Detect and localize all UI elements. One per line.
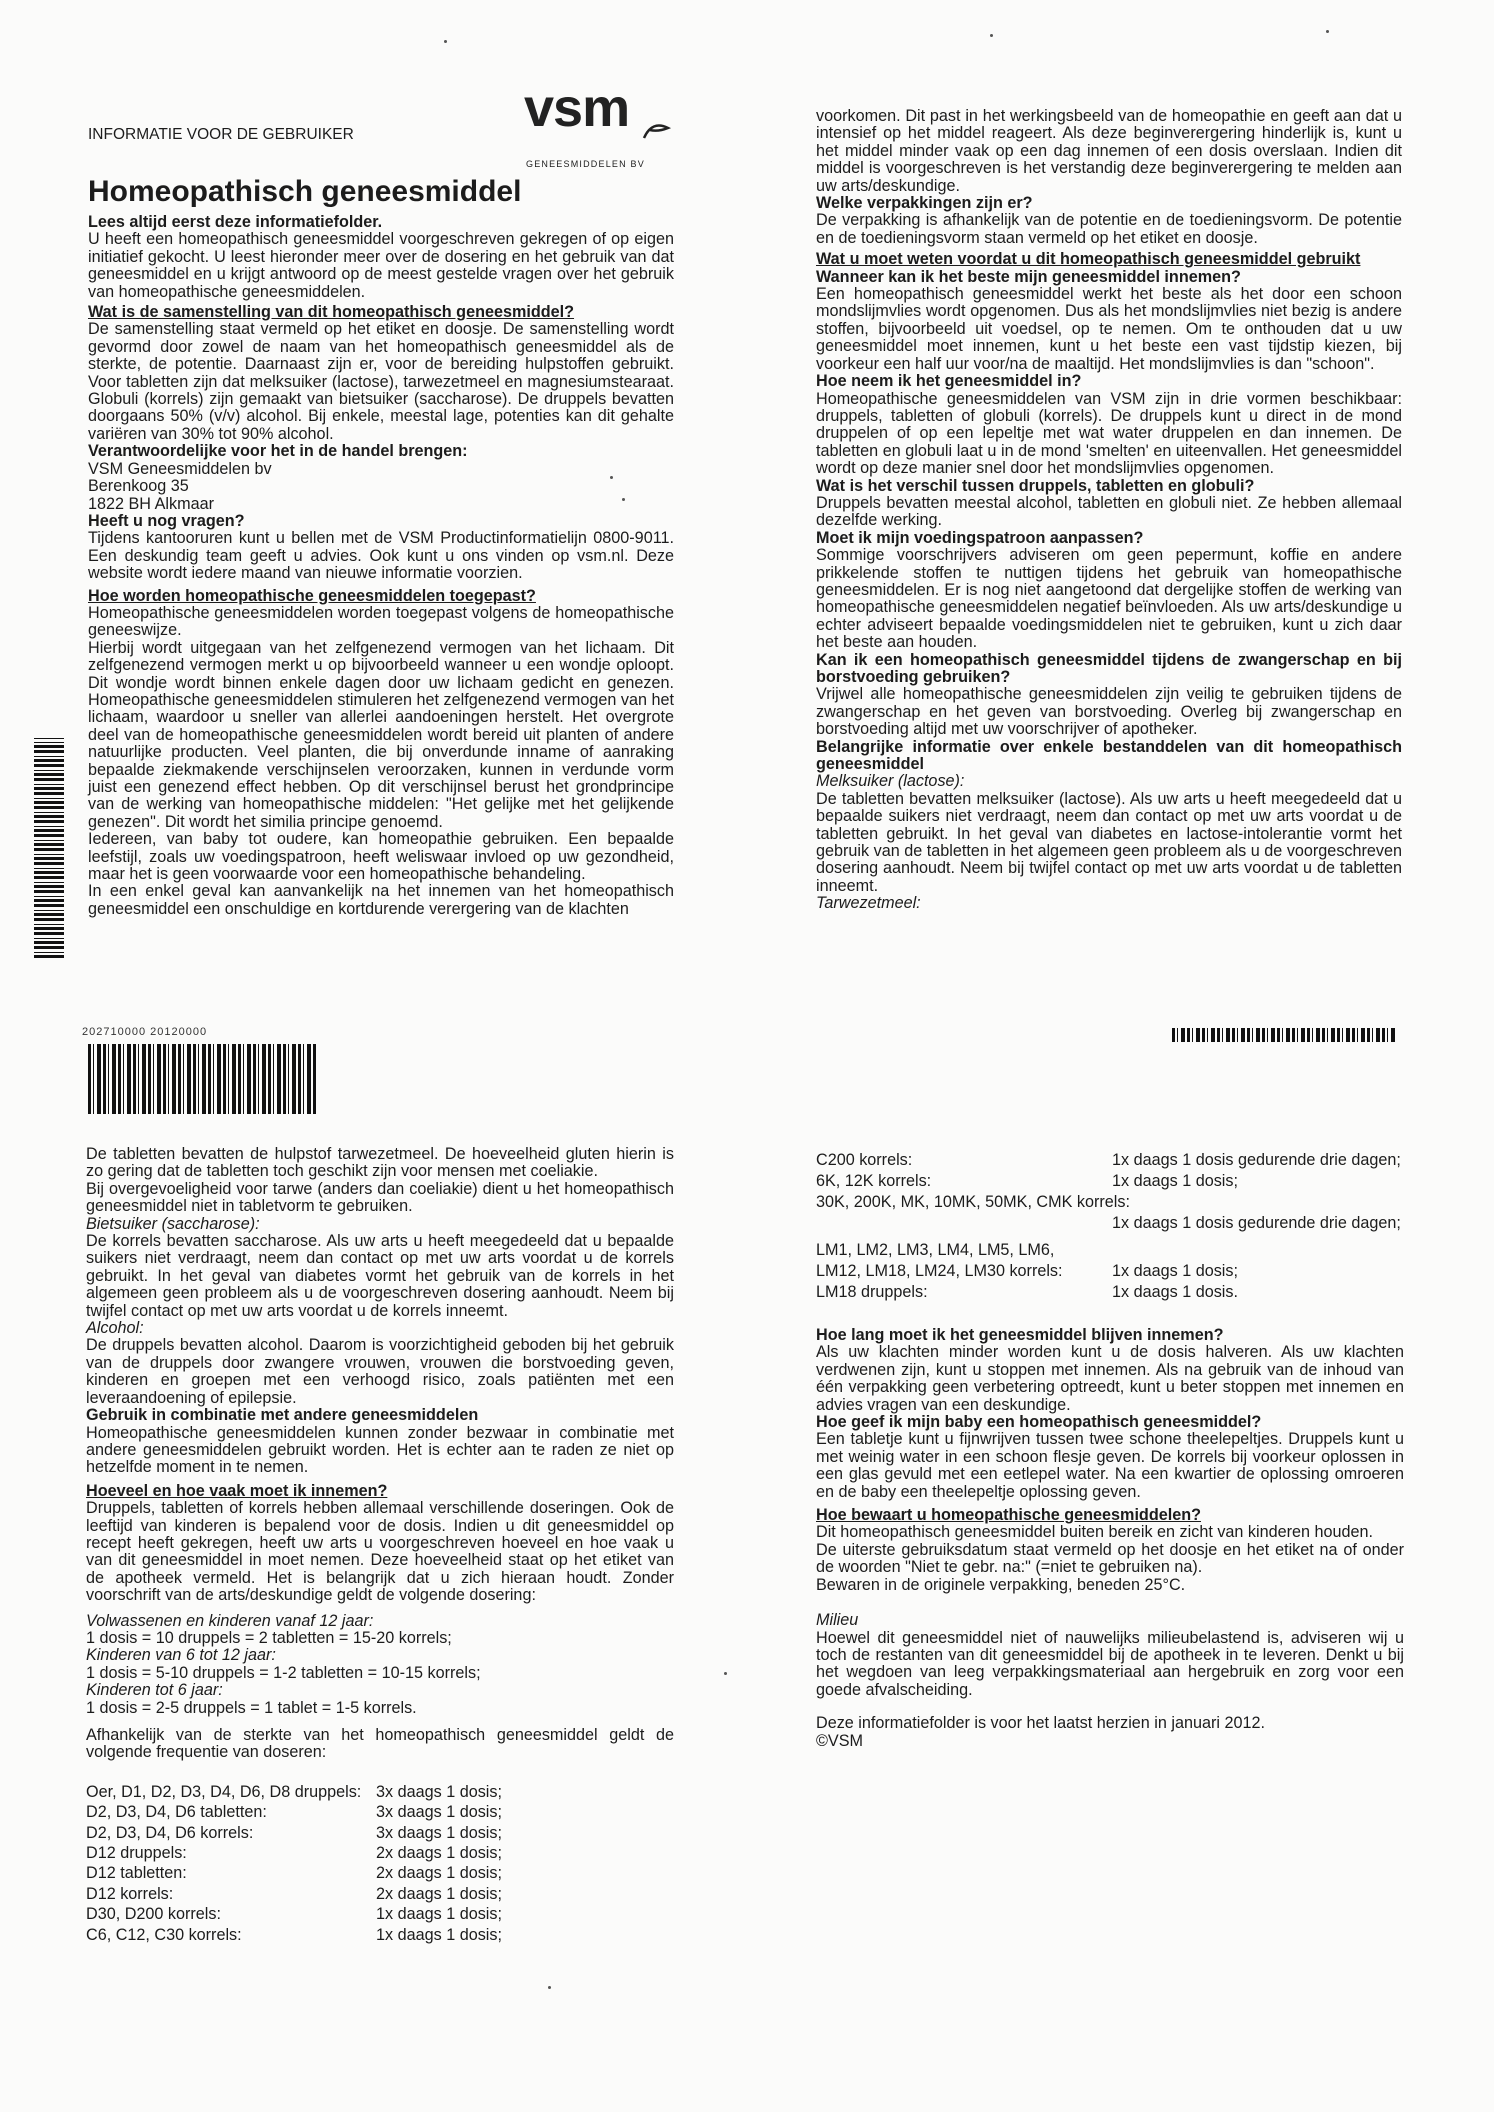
difference-text: Druppels bevatten meestal alcohol, tabletten en globuli niet. Ze hebben allemaal dezelfde werking. <box>816 493 1402 530</box>
vsm-logo <box>524 78 645 169</box>
table-row <box>816 1261 1404 1282</box>
baby-heading: Hoe geef ik mijn baby een homeopathisch geneesmiddel? <box>816 1413 1262 1432</box>
wheat-text: De tabletten bevatten de hulpstof tarwezetmeel. De hoeveelheid gluten hierin is zo gering dat de tabletten toch geschikt zijn voor mensen met coeliakie. <box>86 1145 674 1181</box>
difference-heading: Wat is het verschil tussen druppels, tabletten en globuli? <box>816 476 1255 495</box>
frequency-intro: Afhankelijk van de sterkte van het homeopathisch geneesmiddel geldt de volgende frequentie van doseren: <box>86 1726 674 1762</box>
wheat-text: Bij overgevoeligheid voor tarwe (anders dan coeliakie) dient u het homeopathisch geneesmiddel niet in tabletvorm te gebruiken. <box>86 1179 674 1216</box>
form-cell: D12 druppels: <box>86 1844 187 1863</box>
table-row <box>86 1782 502 1802</box>
copyright-text: ©VSM <box>816 1731 864 1750</box>
pregnancy-text: Vrijwel alle homeopathische geneesmiddelen zijn veilig te gebruiken tijdens de zwangerschap en het geven van borstvoeding. Overleg bij zwangerschap en borstvoeding altijd met uw voorschrijver of apotheker. <box>816 685 1402 739</box>
adults-label: Volwassenen en kinderen vanaf 12 jaar: <box>86 1611 374 1630</box>
kids-dose: 1 dosis = 5-10 druppels = 1-2 tabletten = 10-15 korrels; <box>86 1663 481 1682</box>
frequency-table-continued <box>816 1150 1404 1303</box>
dosage-heading: Hoeveel en hoe vaak moet ik innemen? <box>86 1481 388 1500</box>
table-row <box>816 1192 1404 1213</box>
form-cell: LM18 druppels: <box>816 1283 928 1301</box>
read-first-heading: Lees altijd eerst deze informatiefolder. <box>88 213 383 231</box>
page-title: Homeopathisch geneesmiddel <box>88 175 522 208</box>
lactose-text: De tabletten bevatten melksuiker (lactose). Als uw arts u heeft meegedeeld dat u bepaalde suikers niet verdraagt, neem dan contact op met uw arts voordat u de tabletten gebruikt. In het geval van diabetes en lactose-intolerantie vormt het gebruik van de tabletten in het algemeen geen probleem als u de voorgeschreven dosering aanhoudt. Neem bij twijfel contact op met uw arts voordat u de tabletten inneemt. <box>816 789 1402 895</box>
storage-line: Bewaren in de originele verpakking, beneden 25°C. <box>816 1575 1186 1594</box>
scan-speck <box>724 1672 727 1675</box>
table-row <box>816 1213 1404 1234</box>
table-row <box>816 1282 1404 1303</box>
beet-sugar-text: De korrels bevatten saccharose. Als uw arts u heeft meegedeeld dat u bepaalde suikers niet verdraagt, neem dan contact op met uw arts voordat u de korrels gebruikt. In het geval van diabetes vormt het gebruik van de korrels in het algemeen geen probleem als u de voorgeschreven dosering aanhoudt. Neem bij twijfel contact op met uw arts voordat u de korrels inneemt. <box>86 1232 674 1320</box>
packaging-text: De verpakking is afhankelijk van de potentie en de toedieningsvorm. De potentie en de toedieningsvorm staan vermeld op het etiket en doosje. <box>816 211 1402 247</box>
freq-cell: 1x daags 1 dosis gedurende drie dagen; <box>1112 1151 1401 1169</box>
scan-speck <box>610 476 613 479</box>
small-barcode <box>1172 1028 1397 1042</box>
table-row <box>86 1823 502 1843</box>
how-heading: Hoe neem ik het geneesmiddel in? <box>816 372 1082 391</box>
freq-cell: 3x daags 1 dosis; <box>376 1803 502 1822</box>
table-row <box>816 1234 1404 1261</box>
form-cell: LM12, LM18, LM24, LM30 korrels: <box>816 1262 1063 1280</box>
storage-line: De uiterste gebruiksdatum staat vermeld op het doosje en het etiket na of onder de woorden "Niet te gebr. na:" (=niet te gebruiken na). <box>816 1540 1404 1577</box>
barcode-number: 202710000 20120000 <box>82 1026 208 1038</box>
form-cell: 6K, 12K korrels: <box>816 1172 932 1190</box>
header-row <box>88 78 674 172</box>
duration-heading: Hoe lang moet ik het geneesmiddel blijven innemen? <box>816 1326 1224 1344</box>
quadrant-top-right <box>816 108 1402 913</box>
continued-text: voorkomen. Dit past in het werkingsbeeld van de homeopathie en geeft aan dat u intensief op het middel reageert. Als deze beginverergering hinderlijk is, kunt u het middel minder vaak op een dag innemen of een dosis overslaan. Indien dit middel is voorgeschreven is het verstandig deze beginverergering te melden aan uw arts/deskundige. <box>816 107 1402 195</box>
responsible-heading: Verantwoordelijke voor het in de handel brengen: <box>88 442 468 461</box>
table-row <box>86 1863 502 1883</box>
info-label: INFORMATIE VOOR DE GEBRUIKER <box>88 126 354 143</box>
revised-text: Deze informatiefolder is voor het laatst herzien in januari 2012. <box>816 1714 1265 1733</box>
composition-heading: Wat is de samenstelling van dit homeopathisch geneesmiddel? <box>88 303 575 322</box>
before-use-heading: Wat u moet weten voordat u dit homeopathisch geneesmiddel gebruikt <box>816 250 1361 269</box>
main-barcode <box>88 1044 316 1114</box>
table-row <box>86 1802 502 1822</box>
combination-text: Homeopathische geneesmiddelen kunnen zonder bezwaar in combinatie met andere geneesmiddelen gebruikt worden. Het is echter aan te raden ze niet op hetzelfde moment in te nemen. <box>86 1423 674 1477</box>
table-row <box>816 1171 1404 1192</box>
packaging-heading: Welke verpakkingen zijn er? <box>816 194 1033 213</box>
quadrant-bottom-right <box>816 1150 1404 1750</box>
small-kids-label: Kinderen tot 6 jaar: <box>86 1681 223 1700</box>
address-line: VSM Geneesmiddelen bv <box>88 459 272 478</box>
freq-cell: 2x daags 1 dosis; <box>376 1844 502 1863</box>
ingredients-heading: Belangrijke informatie over enkele bestanddelen van dit homeopathisch geneesmiddel <box>816 737 1402 774</box>
kids-label: Kinderen van 6 tot 12 jaar: <box>86 1646 276 1665</box>
composition-text: De samenstelling staat vermeld op het etiket en doosje. De samenstelling wordt gevormd door zowel de naam van het homeopathisch geneesmiddel als de sterkte, de potentie. Daarnaast zijn er, voor de bereiding hulpstoffen gebruikt. Voor tabletten zijn dat melksuiker (lactose), tarwezetmeel en magnesiumstearaat. Globuli (korrels) zijn gemaakt van bietsuiker (saccharose). De druppels bevatten doorgaans 50% (v/v) alcohol. Bij enkele, meestal lage, potenties kan dit gehalte variëren van 30% tot 90% alcohol. <box>88 320 674 443</box>
freq-cell: 1x daags 1 dosis; <box>1112 1262 1238 1280</box>
scan-speck <box>548 1986 551 1989</box>
form-cell: C200 korrels: <box>816 1151 913 1169</box>
freq-cell: 1x daags 1 dosis gedurende drie dagen; <box>1112 1214 1401 1232</box>
form-cell: Oer, D1, D2, D3, D4, D6, D8 druppels: <box>86 1782 362 1801</box>
table-row <box>86 1925 502 1945</box>
logo-swoosh-icon <box>642 122 672 142</box>
applied-text: In een enkel geval kan aanvankelijk na het innemen van het homeopathisch geneesmiddel een onschuldige en kortdurende verergering van de klachten <box>88 882 674 918</box>
milieu-label: Milieu <box>816 1611 859 1630</box>
scan-speck <box>1326 30 1329 33</box>
table-row <box>816 1150 1404 1171</box>
duration-text: Als uw klachten minder worden kunt u de dosis halveren. Als uw klachten verdwenen zijn, kunt u stoppen met innemen. Als na gebruik van de inhoud van één verpakking geen verbetering optreedt, kunt u beter stoppen met innemen en advies vragen van een deskundige. <box>816 1343 1404 1414</box>
freq-cell: 1x daags 1 dosis; <box>1112 1172 1238 1190</box>
scan-speck <box>622 498 625 501</box>
form-cell: D2, D3, D4, D6 korrels: <box>86 1823 254 1842</box>
table-row <box>86 1904 502 1924</box>
applied-text: Iedereen, van baby tot oudere, kan homeopathie gebruiken. Een bepaalde leefstijl, zoals uw voedingspatroon, heeft weliswaar invloed op uw gezondheid, maar het is geen voorwaarde voor een homeopathische behandeling. <box>88 830 674 884</box>
form-cell: C6, C12, C30 korrels: <box>86 1925 242 1944</box>
form-cell: D12 korrels: <box>86 1884 174 1903</box>
quadrant-top-left <box>88 78 674 918</box>
freq-cell: 1x daags 1 dosis; <box>376 1925 502 1944</box>
alcohol-text: De druppels bevatten alcohol. Daarom is voorzichtigheid geboden bij het gebruik van de druppels door zwangere vrouwen, vrouwen die borstvoeding geven, kinderen en groepen met een verhoogd risico, zoals patiënten met een leveraandoening of epilepsie. <box>86 1336 674 1407</box>
questions-heading: Heeft u nog vragen? <box>88 511 245 530</box>
freq-cell: 1x daags 1 dosis; <box>376 1905 502 1924</box>
storage-heading: Hoe bewaart u homeopathische geneesmiddelen? <box>816 1506 1201 1525</box>
adults-dose: 1 dosis = 10 druppels = 2 tabletten = 15-20 korrels; <box>86 1628 452 1647</box>
diet-text: Sommige voorschrijvers adviseren om geen pepermunt, koffie en andere prikkelende stoffen te nuttigen tijdens het gebruik van homeopathische geneesmiddelen. Er is nog niet aangetoond dat dergelijke stoffen de werking van homeopathische geneesmiddelen negatief beïnvloeden. Als uw arts/deskundige u echter adviseert bepaalde voedingsmiddelen niet te gebruiken, kunt u zich daar het beste aan houden. <box>816 546 1402 652</box>
combination-heading: Gebruik in combinatie met andere geneesmiddelen <box>86 1406 479 1425</box>
wheat-label: Tarwezetmeel: <box>816 894 921 913</box>
beet-sugar-label: Bietsuiker (saccharose): <box>86 1214 260 1233</box>
pregnancy-heading: Kan ik een homeopathisch geneesmiddel tijdens de zwangerschap en bij borstvoeding gebruiken? <box>816 650 1402 686</box>
table-row <box>86 1843 502 1863</box>
applied-text: Hierbij wordt uitgegaan van het zelfgenezend vermogen van het lichaam. Dit zelfgenezend vermogen merkt u op bijvoorbeeld wanneer u een wondje oploopt. Dit wondje wordt binnen enkele dagen door uw lichaam gedicht en genezen. Homeopathische geneesmiddelen stimuleren het zelfgenezend vermogen van het lichaam, waardoor u sneller van allerlei aandoeningen herstelt. Het overgrote deel van de homeopathische geneesmiddelen wordt bereid uit planten of andere natuurlijke producten. Veel planten, die bij onverdunde inname of aanraking bepaalde ziekmakende verschijnselen veroorzaken, kunnen in verdunde vorm juist een genezend effect hebben. Op dit verschijnsel berust het grondprincipe van de werking van homeopathische middelen: "Het gelijke met het gelijkende genezen". Dit wordt het similia principe genoemd. <box>88 638 674 831</box>
dosage-text: Druppels, tabletten of korrels hebben allemaal verschillende doseringen. Ook de leeftijd van kinderen is bepalend voor de dosis. Indien u dit geneesmiddel op recept heeft gekregen, heeft uw arts u voorgeschreven hoeveel en hoe vaak u van dit geneesmiddel in moet nemen. Deze hoeveelheid staat op het etiket van de apotheek vermeld. Het is belangrijk dat u zich hieraan houdt. Zonder voorschrift van de arts/deskundige geldt de volgende dosering: <box>86 1499 674 1605</box>
when-text: Een homeopathisch geneesmiddel werkt het beste als het door een schoon mondslijmvlies wordt opgenomen. Dus als het mondslijmvlies niet bezig is andere stoffen, bijvoorbeeld uit voedsel, op te nemen. Om te onthouden dat u uw geneesmiddel moet innemen, kunt u het beste een vast tijdstip kiezen, bij voorkeur een half uur voor/na de maaltijd. Het mondslijmvlies is dan "schoon". <box>816 285 1402 373</box>
freq-cell: 3x daags 1 dosis; <box>376 1823 502 1842</box>
scan-speck <box>444 40 447 43</box>
frequency-table <box>86 1782 502 1945</box>
applied-text: Homeopathische geneesmiddelen worden toegepast volgens de homeopathische geneeswijze. <box>88 603 674 640</box>
intro-text: U heeft een homeopathisch geneesmiddel voorgeschreven gekregen of op eigen initiatief gekocht. U leest hieronder meer over de dosering en het gebruik van dat geneesmiddel en u krijgt antwoord op de meest gestelde vragen over het gebruik van homeopathische geneesmiddelen. <box>88 230 674 301</box>
lactose-label: Melksuiker (lactose): <box>816 772 965 791</box>
table-row <box>86 1884 502 1904</box>
form-cell: D30, D200 korrels: <box>86 1905 221 1924</box>
quadrant-bottom-left <box>86 1146 674 1945</box>
storage-line: Dit homeopathisch geneesmiddel buiten bereik en zicht van kinderen houden. <box>816 1523 1374 1542</box>
side-barcode <box>34 738 64 958</box>
diet-heading: Moet ik mijn voedingspatroon aanpassen? <box>816 528 1144 547</box>
freq-cell: 1x daags 1 dosis. <box>1112 1283 1238 1301</box>
form-cell: 30K, 200K, MK, 10MK, 50MK, CMK korrels: <box>816 1193 1130 1211</box>
scan-speck <box>990 34 993 37</box>
freq-cell: 2x daags 1 dosis; <box>376 1864 502 1883</box>
milieu-text: Hoewel dit geneesmiddel niet of nauwelijks milieubelastend is, adviseren wij u toch de restanten van dit geneesmiddel bij de apotheek in te leveren. Denkt u bij het wegdoen van leeg verpakkingsmateriaal aan hergebruik en zorg voor een goede afvalscheiding. <box>816 1628 1404 1699</box>
logo-subtitle: GENEESMIDDELEN BV <box>526 159 645 169</box>
form-cell: LM1, LM2, LM3, LM4, LM5, LM6, <box>816 1241 1055 1259</box>
freq-cell: 2x daags 1 dosis; <box>376 1884 502 1903</box>
address-line: Berenkoog 35 <box>88 477 189 496</box>
alcohol-label: Alcohol: <box>86 1319 144 1338</box>
small-kids-dose: 1 dosis = 2-5 druppels = 1 tablet = 1-5 korrels. <box>86 1698 417 1717</box>
form-cell: D2, D3, D4, D6 tabletten: <box>86 1803 267 1822</box>
form-cell: D12 tabletten: <box>86 1864 187 1883</box>
freq-cell: 3x daags 1 dosis; <box>376 1782 502 1801</box>
questions-text: Tijdens kantooruren kunt u bellen met de VSM Productinformatielijn 0800-9011. Een deskundig team geeft u advies. Ook kunt u ons vinden op vsm.nl. Deze website wordt iedere maand van nieuwe informatie voorzien. <box>88 529 674 583</box>
applied-heading: Hoe worden homeopathische geneesmiddelen toegepast? <box>88 586 536 605</box>
address-line: 1822 BH Alkmaar <box>88 494 214 513</box>
how-text: Homeopathische geneesmiddelen van VSM zijn in drie vormen beschikbaar: druppels, tabletten of globuli (korrels). De druppels kunt u direct in de mond druppelen of op een lepeltje met wat water druppelen en dan innemen. De tabletten en globuli laat u in de mond 'smelten' en uiteenvallen. Het geneesmiddel wordt op deze manier snel door het mondslijmvlies opgenomen. <box>816 389 1402 478</box>
baby-text: Een tabletje kunt u fijnwrijven tussen twee schone theelepeltjes. Druppels kunt u met weinig water in een schoon flesje geven. De korrels bij voorkeur oplossen in een glas gevuld met een eetlepel water. Na een kwartier de oplossing omroeren en de baby een theelepeltje oplossing geven. <box>816 1430 1404 1501</box>
logo-text: vsm <box>524 78 630 138</box>
when-heading: Wanneer kan ik het beste mijn geneesmiddel innemen? <box>816 267 1241 286</box>
